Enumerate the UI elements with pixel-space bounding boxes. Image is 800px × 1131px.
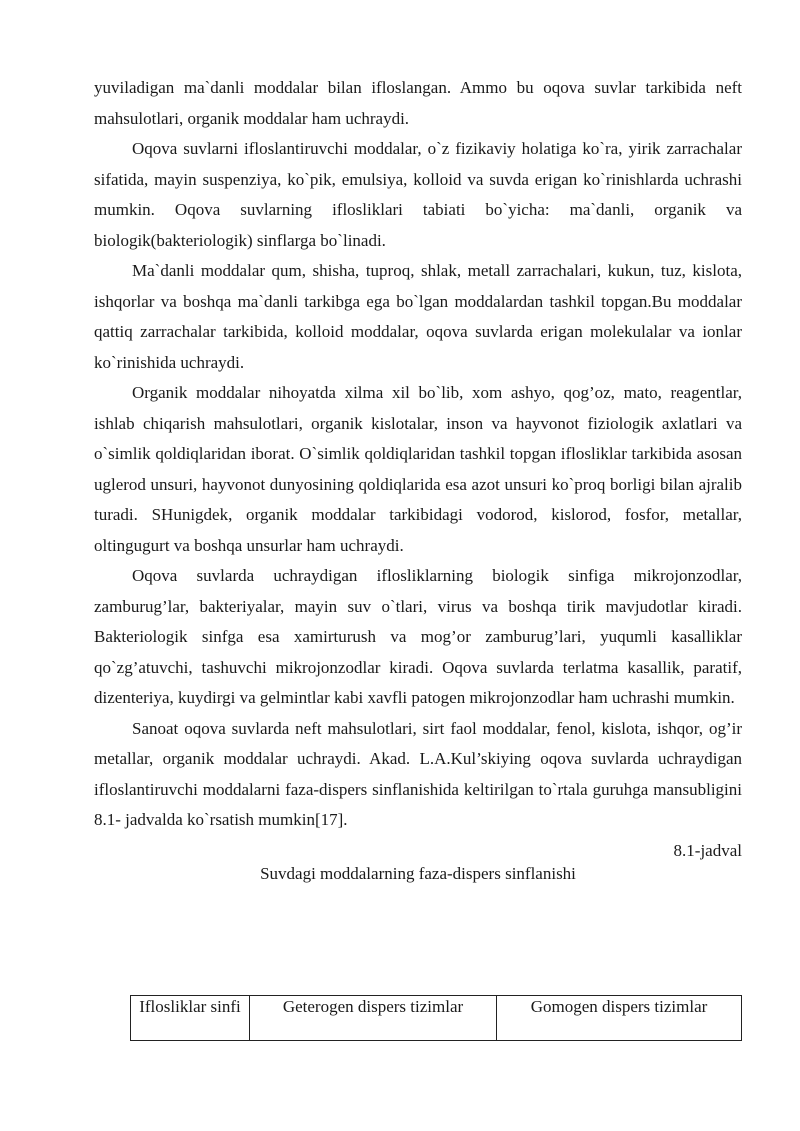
paragraph-1: yuviladigan ma`danli moddalar bilan ifloslangan. Ammo bu oqova suvlar tarkibida neft mahsulotlari, organik moddalar ham uchraydi. (94, 78, 742, 128)
table-label: 8.1-jadval (673, 840, 742, 860)
document-page (94, 73, 742, 884)
paragraph-4: Organik moddalar nihoyatda xilma xil bo`lib, xom ashyo, qog’oz, mato, reagentlar, ishlab chiqarish mahsulotlari, organik kislotalar, inson va hayvonot fiziologik axlatlari va o`simlik qoldiqlaridan iborat. O`simlik qoldiqlaridan tashkil topgan iflosliklar tarkibida asosan uglerod unsuri, hayvonot dunyosining qoldiqlarida esa azot unsuri ko`proq borligi bilan ajralib turadi. SHunigdek, organik moddalar tarkibidagi vodorod, kislorod, fosfor, metallar, oltingugurt va boshqa unsurlar ham uchraydi. (94, 383, 742, 555)
header-pollution-class: Iflosliklar sinfi (131, 996, 250, 1041)
paragraph-3: Ma`danli moddalar qum, shisha, tuproq, shlak, metall zarrachalari, kukun, tuz, kislota, ishqorlar va boshqa ma`danli tarkibga ega bo`lgan moddalardan tashkil topgan.Bu moddalar qattiq zarrachalar tarkibida, kolloid moddalar, oqova suvlarda erigan molekulalar va ionlar ko`rinishida uchraydi. (94, 261, 742, 372)
table-title: Suvdagi moddalarning faza-dispers sinflanishi (260, 863, 576, 883)
paragraph-6: Sanoat oqova suvlarda neft mahsulotlari, sirt faol moddalar, fenol, kislota, ishqor, og’ir metallar, organik moddalar uchraydi. Akad. L.A.Kul’skiying oqova suvlarda uchraydigan ifloslantiruvchi moddalarni faza-dispers sinflanishida keltirilgan to`rtala guruhga mansubligini 8.1- jadvalda ko`rsatish mumkin[17]. (94, 718, 742, 829)
classification-table (130, 995, 742, 1041)
table-header-row (131, 996, 742, 1041)
paragraph-2: Oqova suvlarni ifloslantiruvchi moddalar, o`z fizikaviy holatiga ko`ra, yirik zarrachalar sifatida, mayin suspenziya, ko`pik, emulsiya, kolloid va suvda erigan ko`rinishlarda uchrashi mumkin. Oqova suvlarning iflosliklari tabiati bo`yicha: ma`danli, organik va biologik(bakteriologik) sinflarga bo`linadi. (94, 139, 742, 250)
header-heterogeneous: Geterogen dispers tizimlar (250, 996, 497, 1041)
header-homogeneous: Gomogen dispers tizimlar (497, 996, 742, 1041)
paragraph-5: Oqova suvlarda uchraydigan iflosliklarning biologik sinfiga mikrojonzodlar, zamburug’lar, bakteriyalar, mayin suv o`tlari, virus va boshqa tirik mavjudotlar kiradi. Bakteriologik sinfga esa xamirturush va mog’or zamburug’lari, yuqumli kasalliklar qo`zg’atuvchi, tashuvchi mikrojonzodlar kiradi. Oqova suvlarda terlatma kasallik, paratif, dizenteriya, kuydirgi va gelmintlar kabi xavfli patogen mikrojonzodlar ham uchrashi mumkin. (94, 566, 742, 707)
